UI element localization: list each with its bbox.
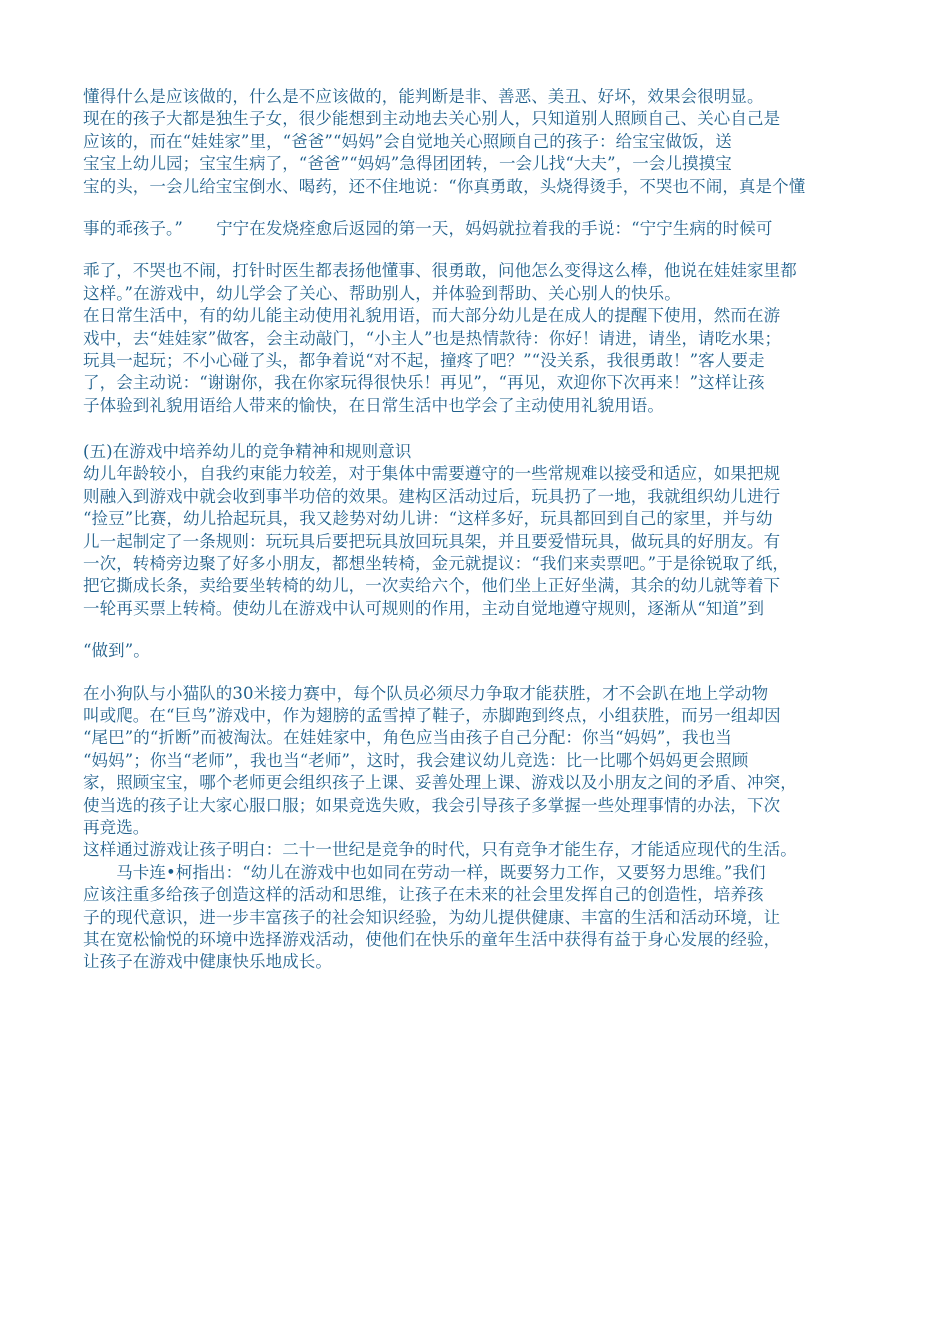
text-line: 把它撕成长条，卖给要坐转椅的幼儿，一次卖给六个，他们坐上正好坐满，其余的幼儿就等着下 [83, 576, 781, 596]
text-line: 马卡连•柯指出：“幼儿在游戏中也如同在劳动一样，既要努力工作，又要努力思维。”我们 [83, 862, 766, 882]
text-line: “做到”。 [83, 641, 150, 661]
text-line: 现在的孩子大都是独生子女，很少能想到主动地去关心别人，只知道别人照顾自己、关心自己是 [83, 109, 781, 129]
text-line: 这样通过游戏让孩子明白：二十一世纪是竞争的时代，只有竞争才能生存，才能适应现代的生活。 [83, 840, 797, 860]
text-line: 再竞选。 [83, 817, 150, 837]
text-line: 事的乖孩子。” 宁宁在发烧痊愈后返园的第一天，妈妈就拉着我的手说：“宁宁生病的时候可 [83, 218, 773, 238]
text-line: “妈妈”；你当“老师”，我也当“老师”，这时，我会建议幼儿竞选：比一比哪个妈妈更会照顾 [83, 750, 749, 770]
text-line: 应该注重多给孩子创造这样的活动和思维，让孩子在未来的社会里发挥自己的创造性，培养孩 [83, 885, 764, 905]
text-line: 宝宝上幼儿园；宝宝生病了，“爸爸”“妈妈”急得团团转，一会儿找“大夫”，一会儿摸摸宝 [83, 154, 732, 174]
text-line: 幼儿年龄较小，自我约束能力较差，对于集体中需要遵守的一些常规难以接受和适应，如果把规 [83, 464, 781, 484]
text-line: 懂得什么是应该做的，什么是不应该做的，能判断是非、善恶、美丑、好坏，效果会很明显。 [83, 87, 764, 106]
text-line: 一轮再买票上转椅。使幼儿在游戏中认可规则的作用，主动自觉地遵守规则，逐渐从“知道”到 [83, 598, 765, 618]
text-line: 则融入到游戏中就会收到事半功倍的效果。建构区活动过后，玩具扔了一地，我就组织幼儿进行 [83, 486, 781, 506]
text-line: 其在宽松愉悦的环境中选择游戏活动，使他们在快乐的童年生活中获得有益于身心发展的经验， [83, 929, 781, 949]
text-line: 在日常生活中，有的幼儿能主动使用礼貌用语，而大部分幼儿是在成人的提醒下使用，然而在游 [83, 306, 781, 326]
text-line: 子体验到礼貌用语给人带来的愉快，在日常生活中也学会了主动使用礼貌用语。 [83, 395, 664, 415]
text-line: “尾巴”的“折断”而被淘汰。在娃娃家中，角色应当由孩子自己分配：你当“妈妈”，我也当 [83, 728, 732, 748]
section-heading: (五)在游戏中培养幼儿的竞争精神和规则意识 [83, 442, 412, 462]
text-line: 戏中，去“娃娃家”做客，会主动敲门，“小主人”也是热情款待：你好！请进，请坐，请吃水果； [83, 328, 782, 348]
text-line: 儿一起制定了一条规则：玩玩具后要把玩具放回玩具架，并且要爱惜玩具，做玩具的好朋友。有 [83, 531, 781, 551]
text-line: 在小狗队与小猫队的30米接力赛中，每个队员必须尽力争取才能获胜，才不会趴在地上学动物 [83, 683, 769, 703]
text-line: 一次，转椅旁边聚了好多小朋友，都想坐转椅，金元就提议：“我们来卖票吧。”于是徐锐取了纸， [83, 554, 790, 574]
text-line: 玩具一起玩；不小心碰了头，都争着说“对不起，撞疼了吧？”“没关系，我很勇敢！”客人要走 [83, 350, 765, 370]
text-line: 让孩子在游戏中健康快乐地成长。 [83, 952, 332, 972]
text-line: 宝的头，一会儿给宝宝倒水、喝药，还不住地说：“你真勇敢，头烧得烫手，不哭也不闹，真是个懂 [83, 176, 806, 196]
text-line: 这样。”在游戏中，幼儿学会了关心、帮助别人，并体验到帮助、关心别人的快乐。 [83, 283, 681, 303]
document-body [83, 86, 875, 974]
text-line: 了，会主动说：“谢谢你，我在你家玩得很快乐！再见”，“再见，欢迎你下次再来！”这样让孩 [83, 373, 765, 393]
text-line: “捡豆”比赛，幼儿拾起玩具，我又趁势对幼儿讲：“这样多好，玩具都回到自己的家里，并与幼 [83, 509, 773, 529]
text-line: 叫或爬。在“巨鸟”游戏中，作为翅膀的孟雪掉了鞋子，赤脚跑到终点，小组获胜，而另一组却因 [83, 705, 781, 725]
text-line: 家，照顾宝宝，哪个老师更会组织孩子上课、妥善处理上课、游戏以及小朋友之间的矛盾、冲突， [83, 773, 797, 793]
text-line: 乖了，不哭也不闹，打针时医生都表扬他懂事、很勇敢，问他怎么变得这么棒，他说在娃娃家里都 [83, 261, 797, 281]
text-line: 应该的，而在“娃娃家”里，“爸爸”“妈妈”会自觉地关心照顾自己的孩子：给宝宝做饭，送 [83, 131, 732, 151]
text-line: 子的现代意识，进一步丰富孩子的社会知识经验，为幼儿提供健康、丰富的生活和活动环境，让 [83, 907, 781, 927]
text-line: 使当选的孩子让大家心服口服；如果竞选失败，我会引导孩子多掌握一些处理事情的办法，下次 [83, 795, 781, 815]
